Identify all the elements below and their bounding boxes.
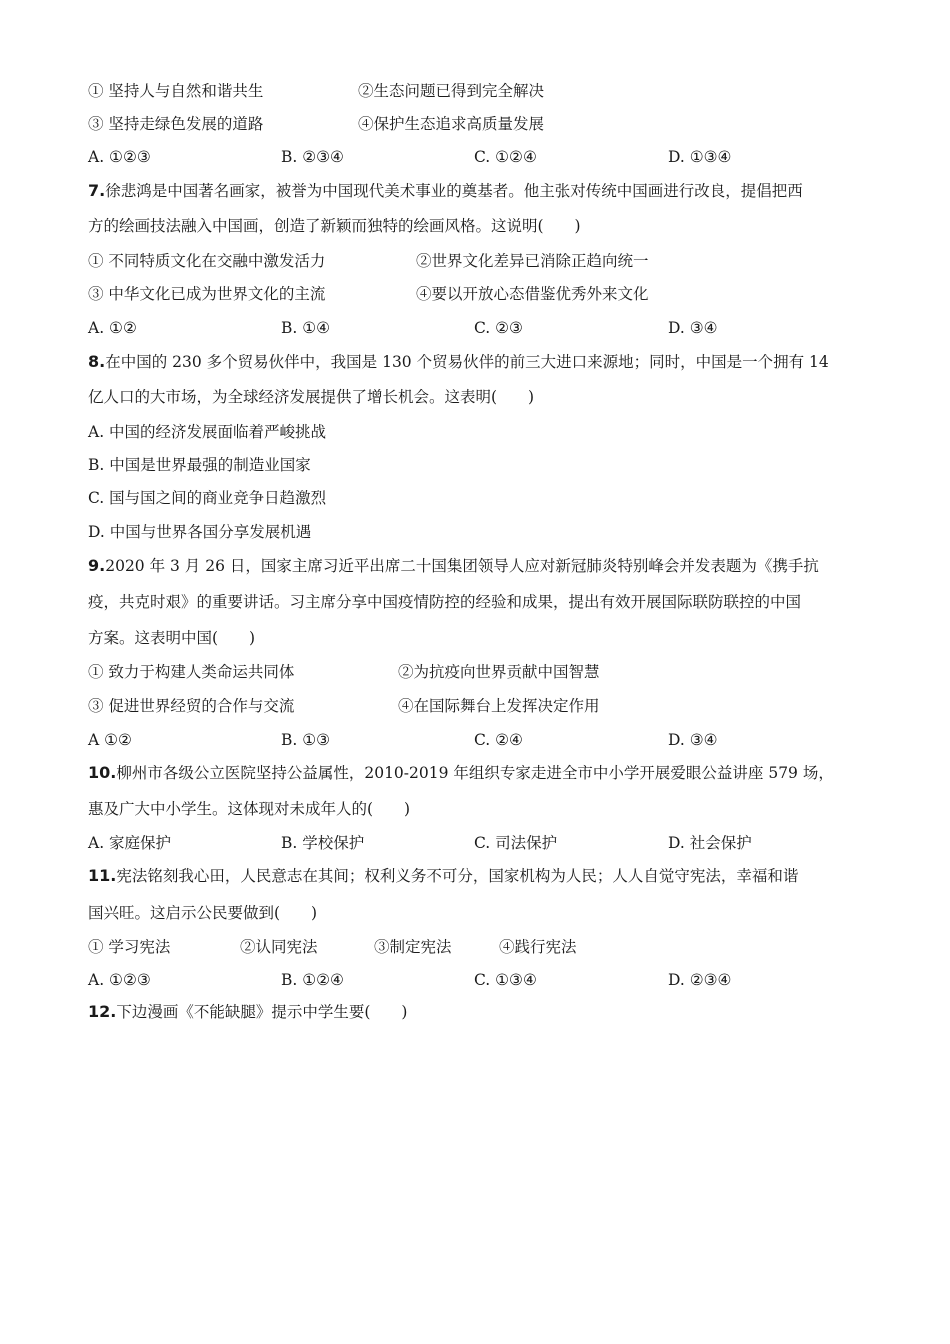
q11-number: 11. <box>88 866 117 885</box>
q10-stem-line-1 <box>88 763 834 783</box>
q9-option-2: ②为抗疫向世界贡献中国智慧 <box>398 663 600 681</box>
q12-number: 12. <box>88 1002 117 1021</box>
q9-answer-a: A ①② <box>88 731 132 749</box>
q8-option-c: C. 国与国之间的商业竞争日趋激烈 <box>88 489 327 507</box>
q11-stem-line-1 <box>88 866 798 886</box>
q11-stem-line-2: 国兴旺。这启示公民要做到( ) <box>88 904 318 922</box>
q10-answer-b: B. 学校保护 <box>281 834 365 852</box>
q9-option-1: ① 致力于构建人类命运共同体 <box>88 663 295 681</box>
q11-text-1: 宪法铭刻我心田，人民意志在其间；权利义务不可分，国家机构为人民；人人自觉守宪法，幸福和谐 <box>116 867 799 885</box>
q11-option-3: ③制定宪法 <box>374 938 452 956</box>
q6-option-3: ③ 坚持走绿色发展的道路 <box>88 115 264 133</box>
q10-stem-line-2: 惠及广大中小学生。这体现对未成年人的( ) <box>88 800 411 818</box>
q8-option-b: B. 中国是世界最强的制造业国家 <box>88 456 311 474</box>
q9-stem-line-2: 疫，共克时艰》的重要讲话。习主席分享中国疫情防控的经验和成果，提出有效开展国际联防联控的中国 <box>88 593 802 611</box>
q8-stem-line-2: 亿人口的大市场，为全球经济发展提供了增长机会。这表明( ) <box>88 388 535 406</box>
q11-answer-a: A. ①②③ <box>88 971 151 989</box>
q7-option-2: ②世界文化差异已消除正趋向统一 <box>416 252 649 270</box>
q7-answer-b: B. ①④ <box>281 319 331 337</box>
q11-option-2: ②认同宪法 <box>240 938 318 956</box>
q10-text-1: 柳州市各级公立医院坚持公益属性，2010-2019 年组织专家走进全市中小学开展爱眼公益讲座 579 场， <box>116 764 834 782</box>
q8-number: 8. <box>88 352 106 371</box>
q8-text-1: 在中国的 230 多个贸易伙伴中，我国是 130 个贸易伙伴的前三大进口来源地；同时，中国是一个拥有 14 <box>105 353 829 371</box>
q10-number: 10. <box>88 763 117 782</box>
q11-option-4: ④践行宪法 <box>499 938 577 956</box>
q11-answer-b: B. ①②④ <box>281 971 344 989</box>
q7-stem-line-2: 方的绘画技法融入中国画，创造了新颖而独特的绘画风格。这说明( ) <box>88 217 581 235</box>
q9-option-4: ④在国际舞台上发挥决定作用 <box>398 697 600 715</box>
q9-answer-b: B. ①③ <box>281 731 331 749</box>
q6-option-4: ④保护生态追求高质量发展 <box>358 115 545 133</box>
q7-stem-line-1 <box>88 181 803 201</box>
q12-text-1: 下边漫画《不能缺腿》提示中学生要( ) <box>116 1003 408 1021</box>
q6-answer-d: D. ①③④ <box>668 148 732 166</box>
q11-option-1: ① 学习宪法 <box>88 938 171 956</box>
q9-answer-c: C. ②④ <box>474 731 523 749</box>
q8-option-d: D. 中国与世界各国分享发展机遇 <box>88 523 312 541</box>
q6-answer-b: B. ②③④ <box>281 148 344 166</box>
q6-answer-c: C. ①②④ <box>474 148 537 166</box>
q12-stem-line-1 <box>88 1002 407 1022</box>
q7-answer-a: A. ①② <box>88 319 137 337</box>
q7-answer-c: C. ②③ <box>474 319 523 337</box>
q11-answer-d: D. ②③④ <box>668 971 732 989</box>
q9-stem-line-3: 方案。这表明中国( ) <box>88 629 256 647</box>
q7-answer-d: D. ③④ <box>668 319 718 337</box>
q8-option-a: A. 中国的经济发展面临着严峻挑战 <box>88 423 327 441</box>
q7-option-1: ① 不同特质文化在交融中激发活力 <box>88 252 326 270</box>
q9-text-1: 2020 年 3 月 26 日，国家主席习近平出席二十国集团领导人应对新冠肺炎特别峰会并发表题为《携手抗 <box>105 557 819 575</box>
q6-option-1: ① 坚持人与自然和谐共生 <box>88 82 264 100</box>
q7-number: 7. <box>88 181 106 200</box>
q6-option-2: ②生态问题已得到完全解决 <box>358 82 545 100</box>
q7-option-3: ③ 中华文化已成为世界文化的主流 <box>88 285 326 303</box>
q9-option-3: ③ 促进世界经贸的合作与交流 <box>88 697 295 715</box>
q6-answer-a: A. ①②③ <box>88 148 151 166</box>
q8-stem-line-1 <box>88 352 829 372</box>
q10-answer-c: C. 司法保护 <box>474 834 558 852</box>
q10-answer-d: D. 社会保护 <box>668 834 752 852</box>
q9-number: 9. <box>88 556 106 575</box>
q9-answer-d: D. ③④ <box>668 731 718 749</box>
q9-stem-line-1 <box>88 556 819 576</box>
q7-text-1: 徐悲鸿是中国著名画家，被誉为中国现代美术事业的奠基者。他主张对传统中国画进行改良，提倡把西 <box>105 182 803 200</box>
q10-answer-a: A. 家庭保护 <box>88 834 172 852</box>
q11-answer-c: C. ①③④ <box>474 971 537 989</box>
q7-option-4: ④要以开放心态借鉴优秀外来文化 <box>416 285 649 303</box>
